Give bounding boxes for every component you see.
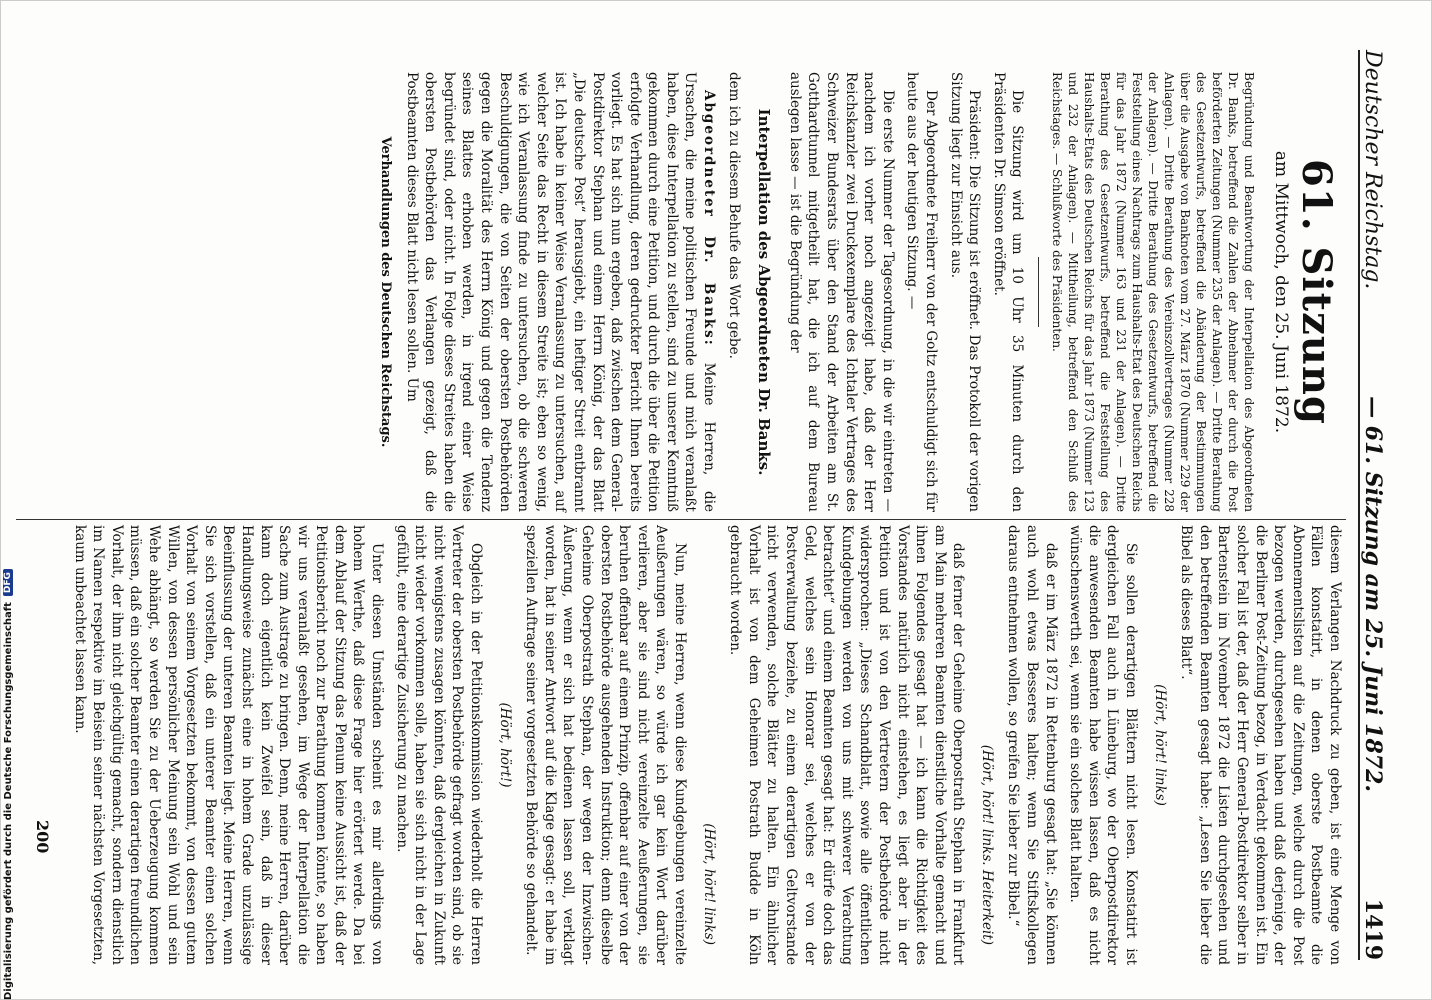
reaction-2: (Hört, hört! links. Heiterkeit) xyxy=(978,744,995,945)
right-paragraph-4: daß ferner der Geheime Oberpostrath Stephan in Frankfurt am Main mehreren Beamten dienstliche Vorhalte gemacht und ihnen Folgendes gesagt hat — ich kann die Richtigkeit des Vorstandes natürlich nicht einstehen, es liegt aber in der Petition und ist von den Vertretern der Postbehörde nicht widersprochen: „Dieses Schandblatt, sowie alle öffentlichen Kundgebungen werden von uns mit schwerer Verachtung betrachtet“ und einem Beamten gesagt hat: Er dürfe doch das Geld, welches sein Honorar sei, welches er von der Postverwaltung beziehe, zu einem derartigen Geltvorstande nicht verwenden, solche Blätter zu halten. Ein ähnlicher Vorhalt ist von dem Geheimen Postrath Budde in Köln gebraucht worden. xyxy=(727,525,967,965)
president-remark-3: Die erste Nummer der Tagesordnung, in die wir eintreten — nachdem ich vorher noch angezeigt habe, daß der Herr Reichskanzler zwei Druckexemplare des Ichtaler Vertrages des Schweizer Bundesrats über den Stand der Arbeiten am St. Gotthardtunnel mitgetheilt hat, die ich auf dem Bureau auslegen lasse — ist die Begründung der xyxy=(786,72,896,512)
signature-mark: 200 xyxy=(33,820,52,854)
running-head xyxy=(1358,50,1394,960)
scan-credit-text: Digitalisierung gefördert durch die Deutsche Forschungsgemeinschaft xyxy=(2,602,14,1000)
running-head-session: — 61. Sitzung am 25. Juni 1872. xyxy=(1360,396,1386,793)
right-paragraph-3: daß er im März 1872 in Rettenburg gesagt hat: „Sie können auch wohl etwas Besseres halten; wenn Sie Stiftskollegen daraus entnehmen wollen, so greifen Sie lieber zur Bibel.“ xyxy=(1005,525,1059,965)
reaction-3: (Hört, hört! links) xyxy=(700,823,717,945)
give-word-line: dem ich zu diesem Behufe das Wort gebe. xyxy=(725,72,742,359)
section-heading: Interpellation des Abgeordneten Dr. Banks. xyxy=(755,108,774,476)
right-paragraph-1: diesem Verlangen Nachdruck zu geben, ist eine Menge von Fällen konstatirt, in denen oberste Postbeamte die Abonnementslisten auf die Zeitungen, welche durch die Post bezogen werden, durchgesehen haben und daß derjenige, der die Berliner Post-Zeitung bezog, in Verdacht gekommen ist. Ein solcher Fall ist der, daß der Herr General-Postdirektor selber in Bartenstein im November 1872 die Listen durchgesehen und den betreffenden Beamten gesagt habe: „Lesen Sie lieber die Bibel als dieses Blatt“. xyxy=(1178,525,1343,965)
reaction-4: (Hört, hört!) xyxy=(496,702,513,788)
running-head-title: Deutscher Reichstag. xyxy=(1360,50,1385,290)
column-divider xyxy=(16,519,1346,520)
short-rule xyxy=(1038,257,1039,327)
reaction-1: (Hört, hört! links) xyxy=(1151,684,1168,806)
president-remark-2: Der Abgeordnete Freiherr von der Goltz entschuldigt sich für heute aus der heutigen Sitzung. — xyxy=(904,72,940,512)
dfg-logo-icon: DFG xyxy=(3,569,13,596)
speech-paragraph-1: Meine Herren, die Ursachen, die meine politischen Freunde und mich veranlaßt haben, diese Interpellation zu stellen, sind zu unserer Kenntniß gekommen durch eine Petition, und durch die über die Petition erfolgte Verhandlung, deren gedruckter Bericht Ihnen bereits vorliegt. Es hat sich nun ergeben, daß zwischen dem General-Postdirektor Stephan und einem Herrn König, der das Blatt „Die deutsche Post“ herausgiebt, ein heftiger Streit entbrannt ist. Ich habe in keiner Weise Veranlassung zu untersuchen, auf welcher Seite das Recht in diesem Streite ist; eben so wenig, wie ich Veranlassung finde zu untersuchen, ob die schweren Beschuldigungen, die von Seiten der obersten Postbehörden gegen die Moralität des Herrn König und gegen die Tendenz seines Blattes erhoben werden, in irgend einer Weise begründet sind, oder nicht. In Folge dieses Streites haben die obersten Postbehörden das Verlangen gezeigt, daß die Postbeamten dieses Blatt nicht lesen sollen. Um xyxy=(403,72,718,512)
agenda-summary: Begründung und Beantwortung der Interpellation des Abgeordneten Dr. Banks, betreffend die Zahlen der Abnehmer der durch die Post beförderten Zeitungen (Nummer 235 der Anlagen). — Dritte Berathung des Gesetzentwurfs, betreffend die Abänderung der Bestimmungen über die Ausgabe von Banknoten vom 27. März 1870 (Nummer 229 der Anlagen). — Dritte Berathung des Vereinszollvertrages (Nummer 228 der Anlagen). — Dritte Berathung des Gesetzentwurfs, betreffend die Feststellung eines Nachtrags zum Haushalts-Etat des Deutschen Reichs für das Jahr 1872 (Nummer 163 und 231 der Anlagen). — Dritte Berathung des Gesetzentwurfs, betreffend die Feststellung des Haushalts-Etats des Deutschen Reichs für das Jahr 1873 (Nummer 123 und 232 der Anlagen). — Mittheilung, betreffend den Schluß des Reichstages. — Schlußworte des Präsidenten. xyxy=(1050,72,1257,512)
session-date: am Mittwoch, den 25. Juni 1872. xyxy=(1271,150,1291,434)
president-remark-1: Präsident: Die Sitzung ist eröffnet. Das Protokoll der vorigen Sitzung liegt zur Einsicht aus. xyxy=(947,72,983,512)
right-paragraph-7: Unter diesen Umständen scheint es mir allerdings von hohem Werthe, daß diese Frage hier erörtert werde. Da bei dem Ablauf der Sitzung das Plenum keine Aussicht ist, daß der Petitionsbericht noch zur Berathung kommen könnte, so haben wir uns veranlaßt gesehen, im Wege der Interpellation die Sache zum Austrage zu bringen. Denn, meine Herren, darüber kann doch eigentlich kein Zweifel sein, daß in dieser Handlungsweise zunächst eine in hohem Grade unzulässige Beeinflussung der unteren Beamten liegt. Meine Herren, wenn Sie sich vorstellen, daß ein unterer Beamter einen solchen Vorhalt von seinem Vorgesetzten bekommt, von dessen gutem Willen, von dessen persönlicher Meinung sein Wohl und sein Wehe abhängt, so werden Sie zu der Ueberzeugung kommen müssen, daß ein solcher Beamter einen derartigen freundlichen Vorhalt, der ihm nicht gleichgültig gemacht, sondern dienstlich im Namen respektive im Beisein seiner nächsten Vorgesetzten, kaum unbeachtet lassen kann. xyxy=(71,525,386,965)
footer-publication: Verhandlungen des Deutschen Reichstags. xyxy=(378,136,393,448)
scan-credit-strip xyxy=(0,0,16,1000)
page-number: 1419 xyxy=(1360,898,1386,960)
speaker-name: Abgeordneter Dr. Banks: xyxy=(701,90,718,347)
right-paragraph-2: Sie sollen derartigen Blättern nicht lesen. Konstatirt ist dergleichen Fall auch in Lüneburg, wo der Oberpostdirektor die anwesenden Beamten habe wissen lassen, daß es nicht wünschenswerth sei, wenn sie ein solches Blatt halten. xyxy=(1067,525,1140,965)
right-paragraph-6: Obgleich in der Petitionskommission wiederholt die Herren Vertreter der obersten Postbehörde gefragt worden sind, ob sie nicht wenigstens zusagen könnten, daß dergleichen in Zukunft nicht wieder vorkommen solle, haben sie sich nicht in der Lage gefühlt, eine derartige Zusicherung zu machen. xyxy=(393,525,485,965)
session-title: 61. Sitzung xyxy=(1293,159,1340,425)
right-paragraph-5: Nun, meine Herren, wenn diese Kundgebungen vereinzelte Aeußerungen wären, so würde ich gar kein Wort darüber verlieren, aber sie sind nicht vereinzelte Aeußerungen, sie beruhen offenbar auf einem Prinzip, offenbar auf einer von der obersten Postbehörde ausgehenden Instruktion; denn dieselbe Geheime Oberpostrath Stephan, der wegen der Inzwischen-Äußerung, wenn er sich hat bedienen lassen soll, verklagt worden, hat in seiner Antwort auf die Klage gesagt: er habe im speziellen Auftrage seiner vorgesetzten Behörde so gehandelt. xyxy=(523,525,688,965)
left-column xyxy=(375,72,1344,512)
right-column xyxy=(64,525,1344,965)
session-opening: Die Sitzung wird um 10 Uhr 35 Minuten durch den Präsidenten Dr. Simson eröffnet. xyxy=(990,72,1026,512)
